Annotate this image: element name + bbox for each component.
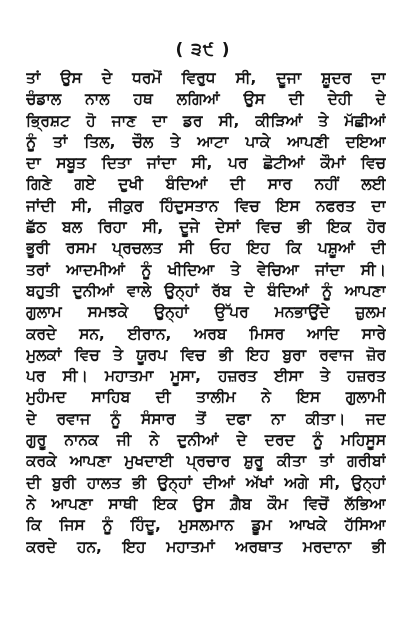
text-line: ਕਰਦੇ ਸਨ, ਈਰਾਨ, ਅਰਬ ਮਿਸਰ ਆਦਿ ਸਾਰੇ bbox=[26, 324, 386, 343]
text-line: ਤਾਂ ਉਸ ਦੇ ਧਰਮੋਂ ਵਿਰੁਧ ਸੀ, ਦੂਜਾ ਸ਼ੂਦਰ ਦਾ bbox=[26, 69, 386, 87]
body-text bbox=[26, 68, 386, 558]
text-line: ਮੁਹੰਮਦ ਸਾਹਿਬ ਦੀ ਤਾਲੀਮ ਨੇ ਇਸ ਗੁਲਾਮੀ bbox=[26, 388, 386, 407]
text-line: ਛੱਠ ਬਲ ਰਿਹਾ ਸੀ, ਦੂਜੇ ਦੇਸਾਂ ਵਿਚ ਭੀ ਇਕ ਹੋਰ bbox=[26, 218, 386, 237]
text-line: ਨੂੰ ਤਾਂ ਤਿਲ, ਚੌਲ ਤੇ ਆਟਾ ਪਾਕੇ ਆਪਣੀ ਦਇਆ bbox=[26, 132, 386, 151]
text-line: ਭੂਰੀ ਰਸਮ ਪ੍ਰਚਲਤ ਸੀ ਓਹ ਇਹ ਕਿ ਪਸ਼ੂਆਂ ਦੀ bbox=[26, 239, 386, 258]
text-line: ਮੁਲਕਾਂ ਵਿਚ ਤੇ ਯੂਰਪ ਵਿਚ ਭੀ ਇਹ ਬੁਰਾ ਰਵਾਜ ਜ਼ੋਰ bbox=[26, 345, 386, 364]
text-line: ਨੇ ਆਪਣਾ ਸਾਥੀ ਇਕ ਉਸ ਗ਼ੈਬ ਕੌਮ ਵਿਚੋਂ ਲੱਭਿਆ bbox=[26, 494, 386, 513]
text-line: ਜਾਂਦੀ ਸੀ, ਜੀਕੁਰ ਹਿੰਦੁਸਤਾਨ ਵਿਚ ਇਸ ਨਫਰਤ ਦਾ bbox=[26, 196, 386, 215]
text-line: ਗੁਲਾਮ ਸਮਝਕੇ ਉਨ੍ਹਾਂ ਉੱਪਰ ਮਨਭਾਉਂਦੇ ਜ਼ੁਲਮ bbox=[26, 303, 386, 322]
page-number: ( ੩੯ ) bbox=[175, 40, 231, 60]
text-line: ਪਰ ਸੀ। ਮਹਾਤਮਾ ਮੂਸਾ, ਹਜ਼ਰਤ ਈਸਾ ਤੇ ਹਜ਼ਰਤ bbox=[26, 367, 386, 386]
text-line: ਗਿਣੇ ਗਏ ਦੁਖੀ ਬੰਦਿਆਂ ਦੀ ਸਾਰ ਨਹੀਂ ਲਈ bbox=[26, 175, 386, 194]
text-line: ਬਹੁਤੀ ਦੁਨੀਆਂ ਵਾਲੇ ਉਨ੍ਹਾਂ ਰੱਬ ਦੇ ਬੰਦਿਆਂ ਨੂੰ ਆਪਣਾ bbox=[26, 281, 386, 300]
text-line: ਕਰਦੇ ਹਨ, ਇਹ ਮਹਾਤਮਾਂ ਅਰਥਾਤ ਮਰਦਾਨਾ ਭੀ bbox=[26, 537, 386, 556]
text-line: ਕਰਕੇ ਆਪਣਾ ਮੁਖਦਾਈ ਪ੍ਰਚਾਰ ਸ਼ੁਰੂ ਕੀਤਾ ਤਾਂ ਗਰੀਬਾਂ bbox=[26, 452, 386, 471]
text-line: ਦੀ ਬੁਰੀ ਹਾਲਤ ਭੀ ਉਨ੍ਹਾਂ ਦੀਆਂ ਅੱਖਾਂ ਅਗੇ ਸੀ, ਉਨ੍ਹਾਂ bbox=[26, 473, 386, 492]
text-line: ਗੁਰੂ ਨਾਨਕ ਜੀ ਨੇ ਦੁਨੀਆਂ ਦੇ ਦਰਦ ਨੂੰ ਮਹਿਸੂਸ bbox=[26, 431, 386, 450]
text-line: ਕਿ ਜਿਸ ਨੂੰ ਹਿੰਦੂ, ਮੁਸਲਮਾਨ ਡੂਮ ਆਖਕੇ ਹੱਸਿਆ bbox=[26, 516, 386, 535]
text-line: ਦਾ ਸਬੂਤ ਦਿਤਾ ਜਾਂਦਾ ਸੀ, ਪਰ ਛੋਟੀਆਂ ਕੌਮਾਂ ਵਿਚ bbox=[26, 154, 386, 173]
text-line: ਤਰਾਂ ਆਦਮੀਆਂ ਨੂੰ ਖੀਦਿਆ ਤੇ ਵੇਚਿਆ ਜਾਂਦਾ ਸੀ। bbox=[26, 260, 386, 279]
text-line: ਚੰਡਾਲ ਨਾਲ ਹਥ ਲਗਿਆਂ ਉਸ ਦੀ ਦੇਹੀ ਦੇ bbox=[26, 90, 386, 109]
text-line: ਭ੍ਰਿਸ਼ਟ ਹੋ ਜਾਣ ਦਾ ਡਰ ਸੀ, ਕੀੜਿਆਂ ਤੇ ਮੱਛੀਆਂ bbox=[26, 111, 386, 130]
text-line: ਦੇ ਰਵਾਜ ਨੂੰ ਸੰਸਾਰ ਤੋਂ ਦਫਾ ਨਾ ਕੀਤਾ। ਜਦ bbox=[26, 409, 386, 428]
